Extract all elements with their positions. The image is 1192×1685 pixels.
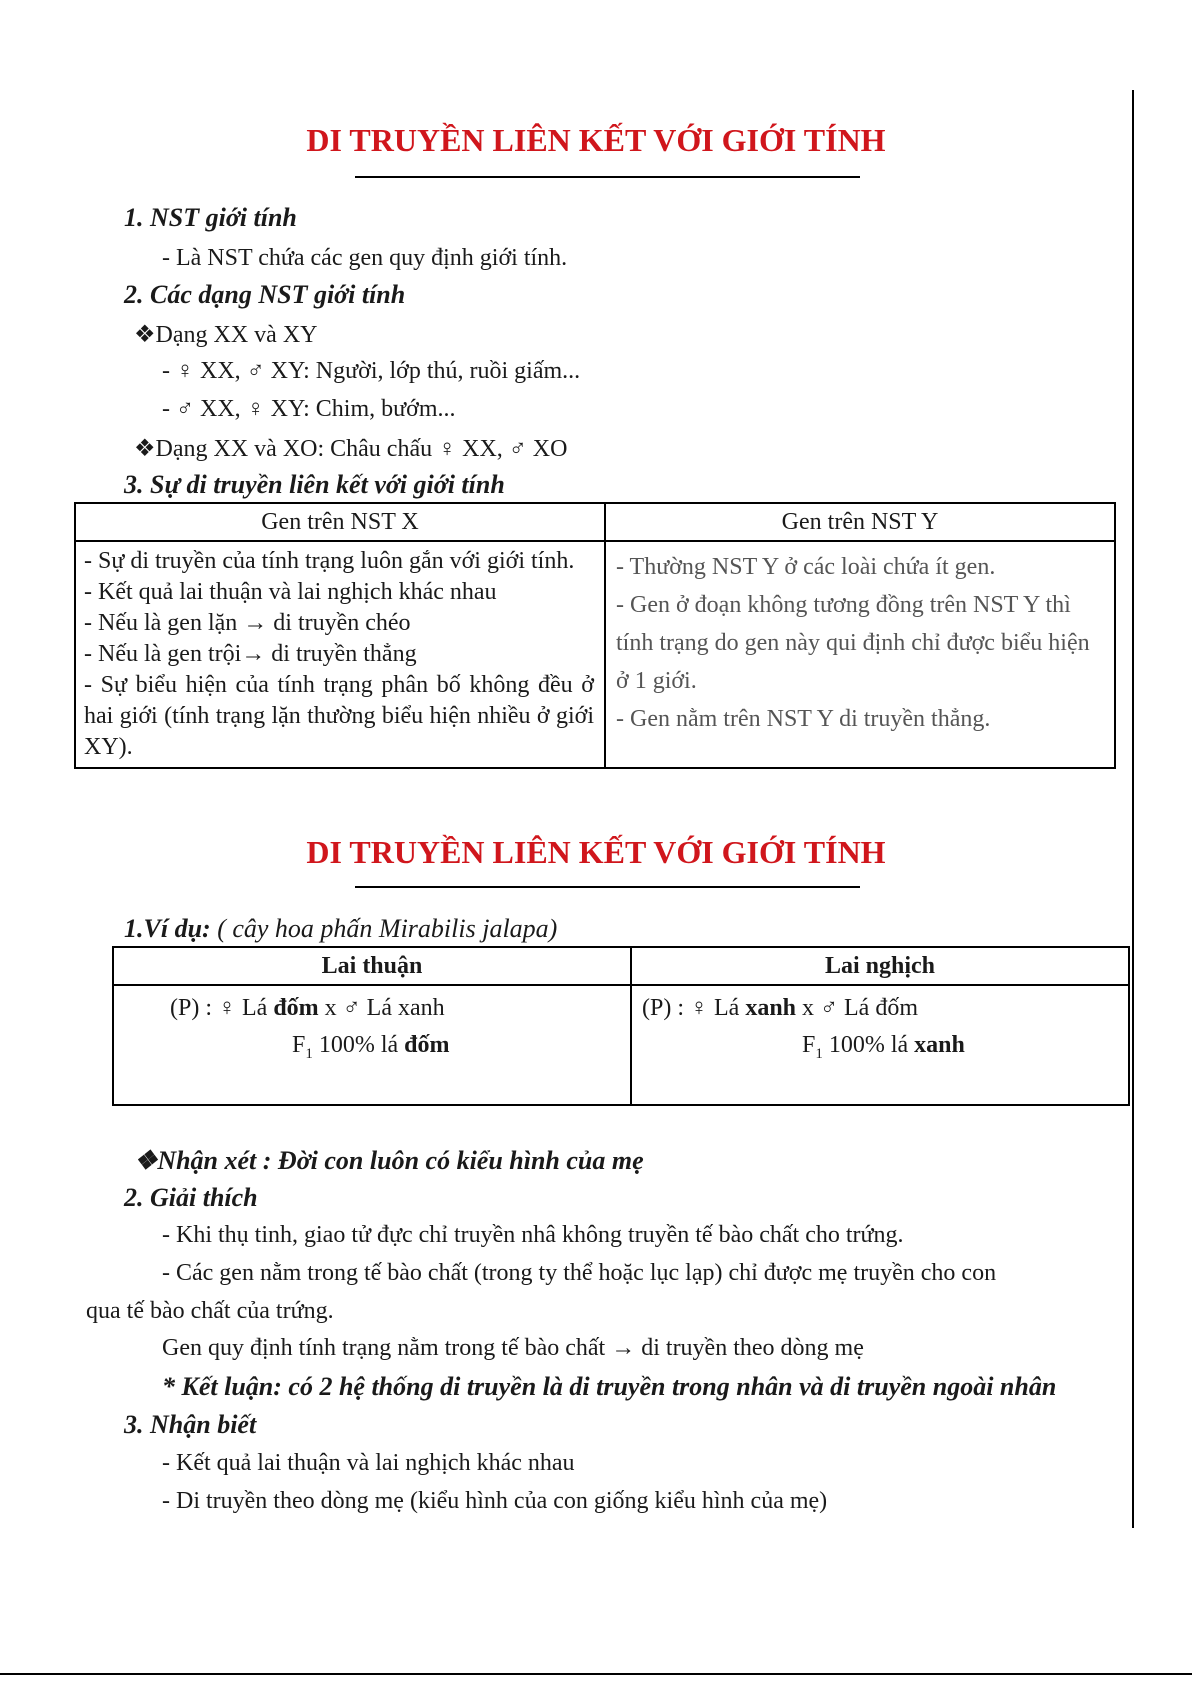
text-line: - Kết quả lai thuận và lai nghịch khác nhau	[162, 1450, 575, 1476]
text-line: - Là NST chứa các gen quy định giới tính.	[162, 245, 568, 271]
table-cell	[113, 985, 631, 1105]
comparison-table	[74, 502, 1116, 769]
title-underline	[355, 886, 860, 888]
section-heading: 3. Nhận biết	[124, 1410, 257, 1439]
bullet-icon: ❖	[134, 436, 156, 462]
example-heading: 1.Ví dụ: ( cây hoa phấn Mirabilis jalapa)	[124, 914, 558, 943]
cross-table	[112, 946, 1130, 1106]
text-line: - ♀ XX, ♂ XY: Người, lớp thú, ruồi giấm...	[162, 358, 581, 384]
text-line: - Khi thụ tinh, giao tử đực chỉ truyền nhâ không truyền tế bào chất cho trứng.	[162, 1222, 904, 1248]
parent-cross: (P) : ♀ Lá đốm x ♂ Lá xanh	[170, 995, 445, 1021]
text-line: - Di truyền theo dòng mẹ (kiểu hình của con giống kiểu hình của mẹ)	[162, 1488, 828, 1514]
section-heading: 2. Các dạng NST giới tính	[124, 280, 406, 309]
page-right-border	[1132, 90, 1134, 1528]
page-title: DI TRUYỀN LIÊN KẾT VỚI GIỚI TÍNH	[306, 122, 886, 158]
bullet-icon: ❖	[134, 1146, 158, 1175]
bullet-icon: ❖	[134, 322, 156, 348]
page-bottom-rule	[0, 1673, 1192, 1675]
text-line: qua tế bào chất của trứng.	[86, 1298, 334, 1324]
section-heading: 2. Giải thích	[124, 1183, 258, 1212]
table-cell: - Sự di truyền của tính trạng luôn gắn với giới tính. - Kết quả lai thuận và lai nghịch khác nhau - Nếu là gen lặn → di truyền chéo - Nếu là gen trội→ di truyền thẳng - Sự biểu hiện của tính trạng phân bố không đều ở hai giới (tính trạng lặn thường biểu hiện nhiều ở giới XY).	[75, 541, 605, 768]
offspring-result: $F_1$ 100% lá xanh	[802, 1032, 965, 1062]
table-header: Gen trên NST Y	[605, 503, 1115, 541]
section-heading: 3. Sự di truyền liên kết với giới tính	[124, 470, 505, 499]
table-cell	[631, 985, 1129, 1105]
table-header: Lai nghịch	[631, 947, 1129, 985]
section-heading: 1. NST giới tính	[124, 203, 297, 232]
text-line: Gen quy định tính trạng nằm trong tế bào chất → di truyền theo dòng mẹ	[162, 1335, 864, 1361]
offspring-result: $F_1$ 100% lá đốm	[292, 1032, 450, 1062]
page-title-2: DI TRUYỀN LIÊN KẾT VỚI GIỚI TÍNH	[306, 834, 886, 870]
text-line: - ♂ XX, ♀ XY: Chim, bướm...	[162, 396, 456, 422]
title-underline	[355, 176, 860, 178]
text-line: - Các gen nằm trong tế bào chất (trong ty thể hoặc lục lạp) chỉ được mẹ truyền cho con	[162, 1260, 997, 1286]
remark: ❖Nhận xét : Đời con luôn có kiểu hình của mẹ	[134, 1146, 644, 1175]
parent-cross: (P) : ♀ Lá xanh x ♂ Lá đốm	[642, 995, 918, 1021]
table-cell: - Thường NST Y ở các loài chứa ít gen. - Gen ở đoạn không tương đồng trên NST Y thì tính trạng do gen này qui định chỉ được biểu hiện ở 1 giới. - Gen nằm trên NST Y di truyền thẳng.	[605, 541, 1115, 768]
bullet-item: ❖Dạng XX và XY	[134, 322, 318, 348]
bullet-item: ❖Dạng XX và XO: Châu chấu ♀ XX, ♂ XO	[134, 436, 568, 462]
table-header: Lai thuận	[113, 947, 631, 985]
table-header: Gen trên NST X	[75, 503, 605, 541]
conclusion: * Kết luận: có 2 hệ thống di truyền là di truyền trong nhân và di truyền ngoài nhân	[162, 1372, 1057, 1401]
